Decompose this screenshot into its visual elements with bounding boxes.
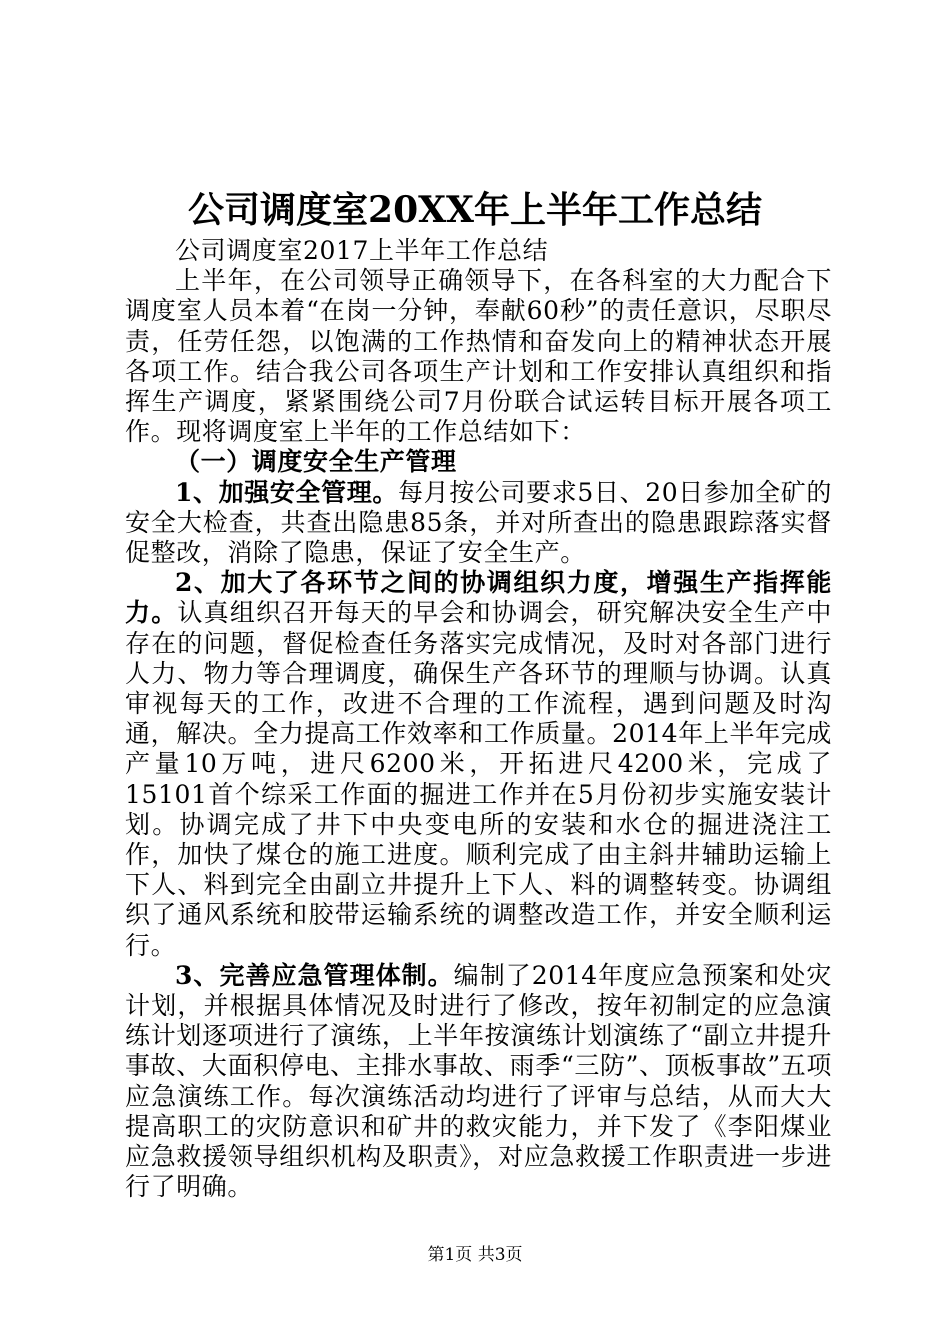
- item-1-paragraph: [125, 478, 832, 569]
- item-3-paragraph: [125, 961, 832, 1203]
- intro-paragraph: 上半年，在公司领导正确领导下，在各科室的大力配合下调度室人员本着“在岗一分钟，奉献60秒”的责任意识，尽职尽责，任劳任怨，以饱满的工作热情和奋发向上的精神状态开展各项工作。结合我公司各项生产计划和工作安排认真组织和指挥生产调度，紧紧围绕公司7月份联合试运转目标开展各项工作。现将调度室上半年的工作总结如下：: [125, 266, 832, 447]
- item-1-text: 每月按公司要求5日、20日参加全矿的安全大检查，共查出隐患85条，并对所查出的隐患跟踪落实督促整改，消除了隐患，保证了安全生产。: [125, 477, 832, 568]
- item-2-text: 认真组织召开每天的早会和协调会，研究解决安全生产中存在的问题，督促检查任务落实完成情况，及时对各部门进行人力、物力等合理调度，确保生产各环节的理顺与协调。认真审视每天的工作，改进不合理的工作流程，遇到问题及时沟通，解决。全力提高工作效率和工作质量。2014年上半年完成产量10万吨，进尺6200米，开拓进尺4200米，完成了15101首个综采工作面的掘进工作并在5月份初步实施安装计划。协调完成了井下中央变电所的安装和水仓的掘进浇注工作，加快了煤仓的施工进度。顺利完成了由主斜井辅助运输上下人、料到完全由副立井提升上下人、料的调整转变。协调组织了通风系统和胶带运输系统的调整改造工作，并安全顺利运行。: [125, 598, 832, 960]
- item-3-text: 编制了2014年度应急预案和处灾计划，并根据具体情况及时进行了修改，按年初制定的应急演练计划逐项进行了演练，上半年按演练计划演练了“副立井提升事故、大面积停电、主排水事故、雨季“三防”、顶板事故”五项应急演练工作。每次演练活动均进行了评审与总结，从而大大提高职工的灾防意识和矿井的救灾能力，并下发了《李阳煤业应急救援领导组织机构及职责》，对应急救援工作职责进一步进行了明确。: [125, 960, 832, 1202]
- section-heading-1: （一）调度安全生产管理: [175, 447, 457, 477]
- item-2-paragraph: [125, 568, 832, 961]
- item-2-lead: 2、加大了各环节之间的协调组织力度，增强生产指挥能力。: [125, 568, 832, 628]
- page-footer: 第1页 共3页: [427, 1245, 523, 1265]
- document-body: [125, 236, 832, 1203]
- document-title: 公司调度室20XX年上半年工作总结: [188, 189, 762, 231]
- item-1-lead: 1、加强安全管理。: [175, 477, 399, 507]
- subtitle-line: 公司调度室2017上半年工作总结: [175, 236, 549, 265]
- item-3-lead: 3、完善应急管理体制。: [175, 960, 454, 990]
